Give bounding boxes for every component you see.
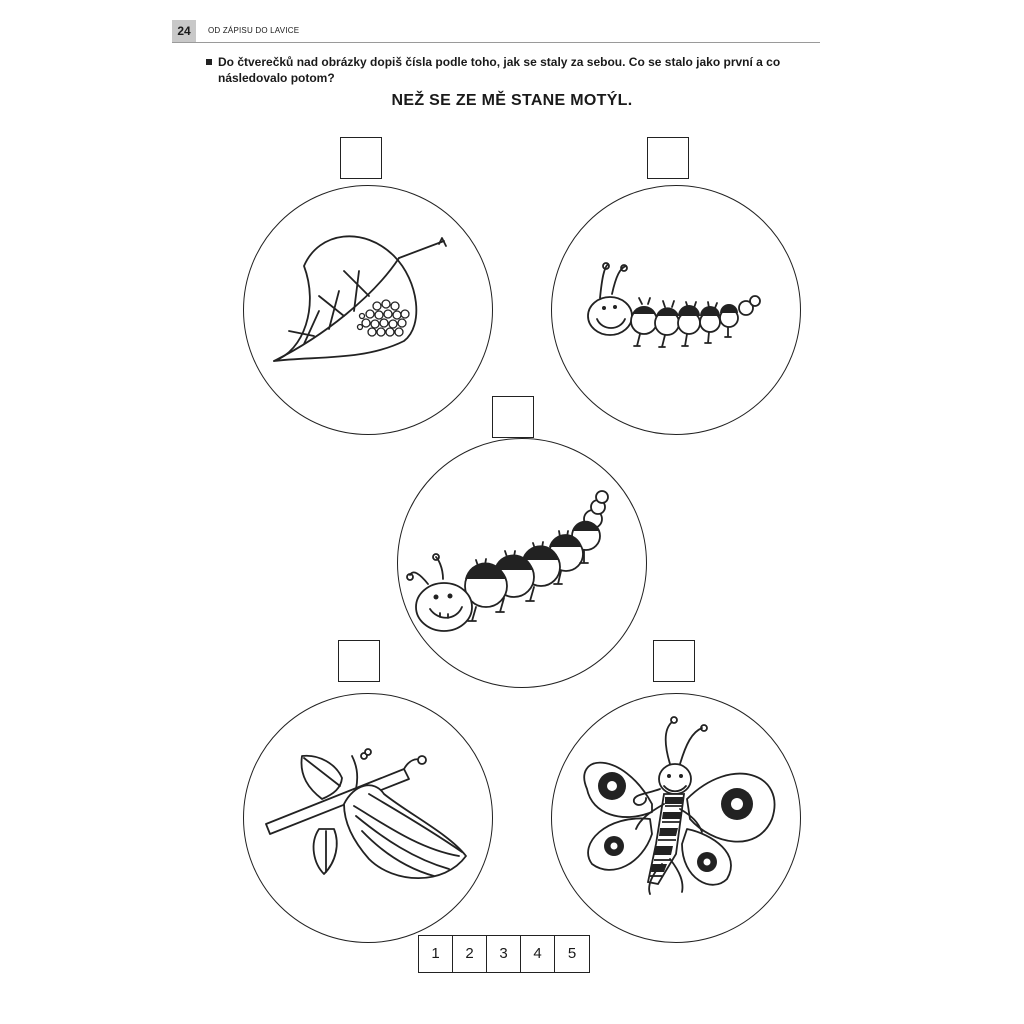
picture-small-caterpillar — [551, 185, 801, 435]
answer-box-big-caterpillar[interactable] — [492, 396, 534, 438]
big-caterpillar-icon — [398, 439, 648, 689]
instruction — [206, 54, 826, 86]
small-caterpillar-icon — [552, 186, 802, 436]
bullet-icon — [206, 59, 212, 65]
picture-butterfly — [551, 693, 801, 943]
section-title: OD ZÁPISU DO LAVICE — [208, 26, 300, 35]
instruction-line-2: následovalo potom? — [218, 71, 335, 85]
number-cell-2: 2 — [453, 936, 487, 972]
answer-box-leaf[interactable] — [340, 137, 382, 179]
picture-chrysalis — [243, 693, 493, 943]
answer-box-chrysalis[interactable] — [338, 640, 380, 682]
number-cell-4: 4 — [521, 936, 555, 972]
answer-box-butterfly[interactable] — [653, 640, 695, 682]
number-cell-1: 1 — [419, 936, 453, 972]
number-cell-5: 5 — [567, 945, 577, 962]
answer-box-small-caterpillar[interactable] — [647, 137, 689, 179]
page-number: 24 — [172, 20, 196, 42]
number-cell-3: 3 — [487, 936, 521, 972]
butterfly-icon — [552, 694, 802, 944]
page-header — [172, 20, 820, 43]
chrysalis-icon — [244, 694, 494, 944]
picture-leaf-with-eggs — [243, 185, 493, 435]
number-strip — [418, 935, 590, 973]
worksheet-title: NEŽ SE ZE MĚ STANE MOTÝL. — [391, 92, 633, 109]
picture-big-caterpillar — [397, 438, 647, 688]
instruction-line-1: Do čtverečků nad obrázky dopiš čísla podle toho, jak se staly za sebou. Co se stalo jako první a co — [218, 55, 781, 69]
leaf-with-eggs-icon — [244, 186, 494, 436]
